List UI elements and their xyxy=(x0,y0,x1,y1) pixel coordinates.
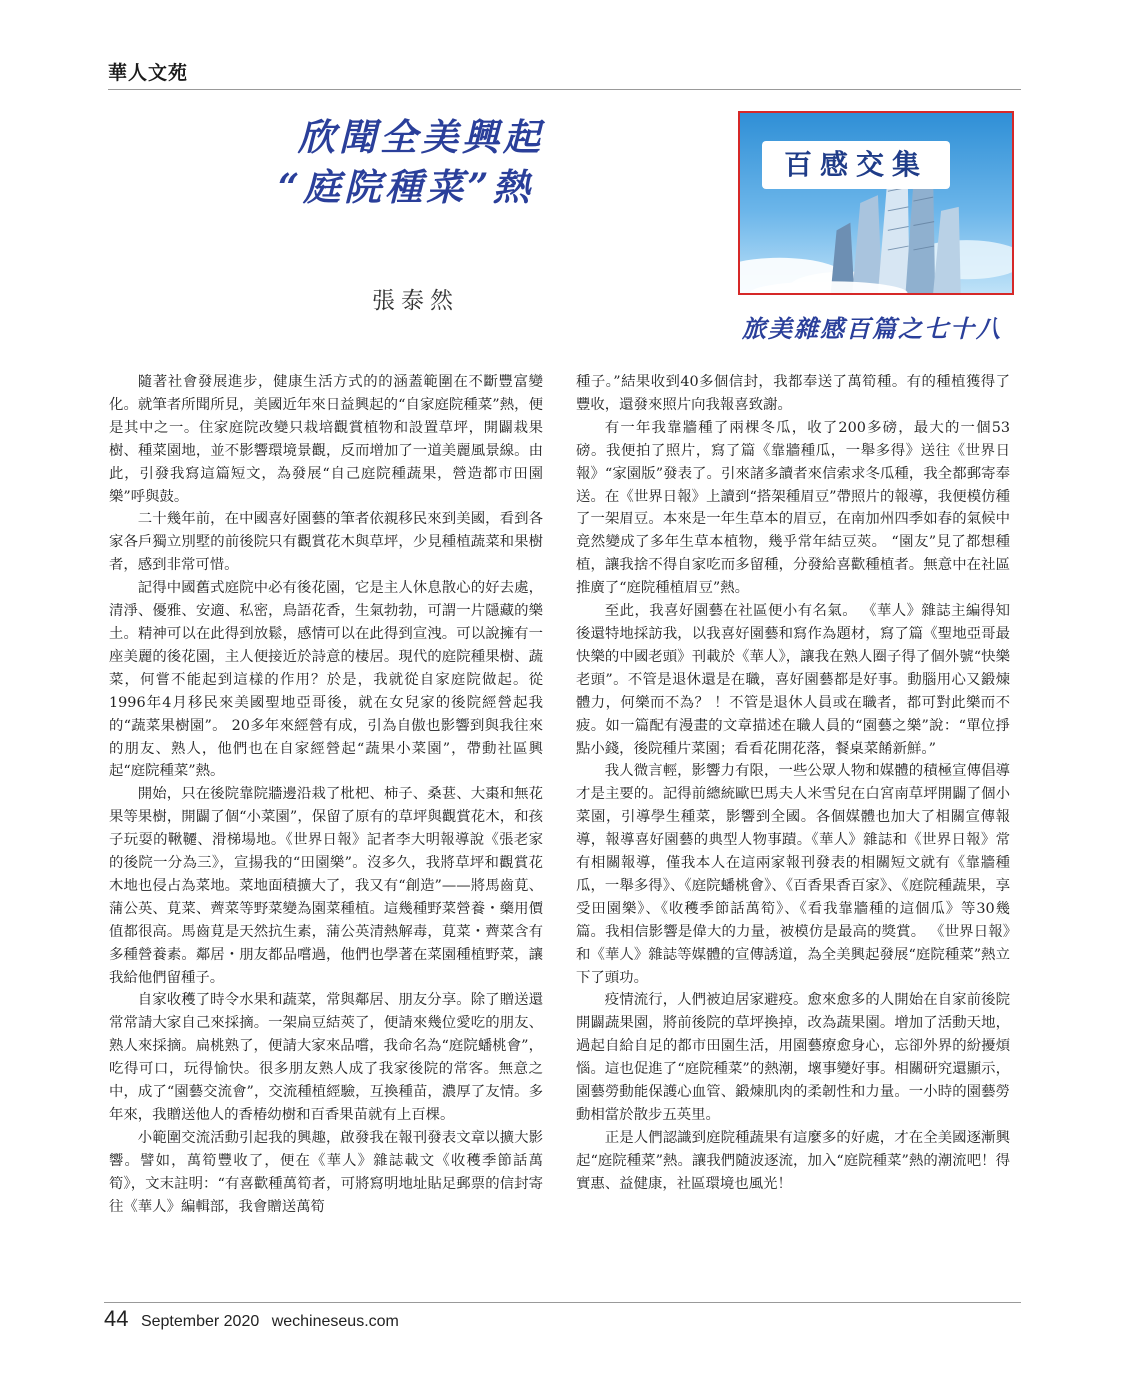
author-name: 張泰然 xyxy=(372,288,459,314)
header-divider xyxy=(108,89,1021,90)
article-column-right xyxy=(576,371,1010,1196)
paragraph: 至此，我喜好園藝在社區便小有名氣。 《華人》雜誌主編得知後還特地採訪我，以我喜好園藝和寫作為題材，寫了篇《聖地亞哥最快樂的中國老頭》刊載於《華人》，讓我在熟人圈子得了個外號“快樂老頭”。不管是退休還是在職，喜好園藝都是好事。動腦用心又鍛煉體力，何樂而不為？ ！不管是退休人員或在職者，都可對此樂而不疲。如一篇配有漫畫的文章描述在職人員的“園藝之樂”說：“單位掙點小錢，後院種片菜園；看看花開花落，餐桌菜餚新鮮。” xyxy=(576,603,1010,757)
issue-date: September 2020 xyxy=(140,1313,260,1330)
website: wechineseus.com xyxy=(271,1313,399,1330)
section-header: 華人文苑 xyxy=(108,62,189,84)
article-column-left xyxy=(109,371,543,1219)
paragraph-continued: 種子。”結果收到40多個信封，我都奉送了萬筍種。有的種植獲得了豐收，還發來照片向我報喜致謝。 xyxy=(576,374,1010,413)
article-title xyxy=(278,112,578,212)
paragraph: 隨著社會發展進步，健康生活方式的的涵蓋範圍在不斷豐富變化。就筆者所聞所見，美國近年來日益興起的“自家庭院種菜”熱，便是其中之一。住家庭院改變只栽培觀賞植物和設置草坪，開闢栽果樹、種菜園地，並不影響環境景觀，反而增加了一道美麗風景線。由此，引發我寫這篇短文，為發展“自己庭院種蔬果，營造都市田園樂”呼與鼓。 xyxy=(109,374,543,505)
column-banner-image xyxy=(738,111,1014,295)
paragraph: 小範圍交流活動引起我的興趣，啟發我在報刊發表文章以擴大影響。譬如，萬筍豐收了，便在《華人》雜誌載文《收穫季節話萬筍》，文末註明：“有喜歡種萬筍者，可將寫明地址貼足郵票的信封寄往《華人》編輯部，我會贈送萬筍 xyxy=(109,1129,543,1215)
paragraph: 有一年我靠牆種了兩棵冬瓜，收了200多磅，最大的一個53磅。我便拍了照片，寫了篇《靠牆種瓜，一舉多得》送往《世界日報》“家園版”發表了。引來諸多讀者來信索求冬瓜種，我全都郵寄奉送。在《世界日報》上讀到“搭架種眉豆”帶照片的報導，我便模仿種了一架眉豆。本來是一年生草本的眉豆，在南加州四季如春的氣候中竟然變成了多年生草本植物，幾乎常年結豆莢。 “園友”見了都想種植，讓我捨不得自家吃而多留種，分發給喜歡種植者。無意中在社區推廣了“庭院種植眉豆”熱。 xyxy=(576,419,1010,597)
paragraph: 自家收穫了時令水果和蔬菜，常與鄰居、朋友分享。除了贈送還常常請大家自己來採摘。一架扁豆結莢了，便請來幾位愛吃的朋友、熟人來採摘。扁桃熟了，便請大家來品嚐，我命名為“庭院蟠桃會”，吃得可口，玩得愉快。很多朋友熟人成了我家後院的常客。無意之中，成了“園藝交流會”，交流種植經驗，互換種苗，濃厚了友情。多年來，我贈送他人的香椿幼樹和百香果苗就有上百棵。 xyxy=(109,992,543,1123)
paragraph: 二十幾年前，在中國喜好園藝的筆者依親移民來到美國，看到各家各戶獨立別墅的前後院只有觀賞花木與草坪，少見種植蔬菜和果樹者，感到非常可惜。 xyxy=(109,511,543,574)
banner-title: 百感交集 xyxy=(762,141,950,189)
paragraph: 疫情流行，人們被迫居家避疫。愈來愈多的人開始在自家前後院開闢蔬果園，將前後院的草坪換掉，改為蔬果園。增加了活動天地，過起自給自足的都市田園生活，用園藝療愈身心，忘卻外界的紛擾煩惱。這也促進了“庭院種菜”的熱潮，壞事變好事。相關研究還顯示，園藝勞動能保護心血管、鍛煉肌肉的柔韌性和力量。一小時的園藝勞動相當於散步五英里。 xyxy=(576,992,1010,1123)
skyscraper-illustration xyxy=(740,113,1012,293)
title-line-2: “庭院種菜”熱 xyxy=(278,165,534,209)
page-footer xyxy=(104,1306,407,1332)
paragraph: 記得中國舊式庭院中必有後花園，它是主人休息散心的好去處，清淨、優雅、安適、私密，鳥語花香，生氣勃勃，可謂一片隱藏的樂土。精神可以在此得到放鬆，感情可以在此得到宣洩。可以說擁有一座美麗的後花園，主人便接近於詩意的棲居。現代的庭院種果樹、蔬菜，何嘗不能起到這樣的作用？於是，我就從自家庭院做起。從1996年4月移民來美國聖地亞哥後，就在女兒家的後院經營起我的“蔬菜果樹園”。 20多年來經營有成，引為自傲也影響到與我往來的朋友、熟人，他們也在自家經營起“蔬果小菜園”，帶動社區興起“庭院種菜”熱。 xyxy=(109,580,543,780)
series-label: 旅美雜感百篇之七十八 xyxy=(742,314,1002,343)
paragraph: 我人微言輕，影響力有限，一些公眾人物和媒體的積極宣傳倡導才是主要的。記得前總統歐巴馬夫人米雪兒在白宮南草坪開闢了個小菜園，引導學生種菜，影響到全國。各個媒體也加大了相關宣傳報導，報導喜好園藝的典型人物事蹟。《華人》雜誌和《世界日報》常有相關報導，僅我本人在這兩家報刊發表的相關短文就有《靠牆種瓜，一舉多得》、《庭院蟠桃會》、《百香果香百家》、《庭院種蔬果，享受田園樂》、《收穫季節話萬筍》、《看我靠牆種的這個瓜》等30幾篇。我相信影響是偉大的力量，被模仿是最高的獎賞。 《世界日報》和《華人》雜誌等媒體的宣傳誘道，為全美興起發展“庭院種菜”熱立下了頭功。 xyxy=(576,763,1010,986)
paragraph: 正是人們認識到庭院種蔬果有這麼多的好處，才在全美國逐漸興起“庭院種菜”熱。讓我們隨波逐流，加入“庭院種菜”熱的潮流吧！得實惠、益健康，社區環境也風光！ xyxy=(576,1129,1010,1192)
paragraph: 開始，只在後院靠院牆邊沿栽了枇杷、柿子、桑葚、大棗和無花果等果樹，開闢了個“小菜園”，保留了原有的草坪與觀賞花木，和孩子玩耍的鞦韆、滑梯場地。《世界日報》記者李大明報導說《張老家的後院一分為三》，宣揚我的“田園樂”。沒多久，我將草坪和觀賞花木地也侵占為菜地。菜地面積擴大了，我又有“創造”——將馬齒莧、蒲公英、莧菜、薺菜等野菜變為園菜種植。這幾種野菜營養・藥用價值都很高。馬齒莧是天然抗生素，蒲公英清熱解毒，莧菜・薺菜含有多種營養素。鄰居・朋友都品嚐過，他們也學著在菜園種植野菜，讓我給他們留種子。 xyxy=(109,786,543,986)
title-line-1: 欣聞全美興起 xyxy=(298,115,544,159)
footer-divider xyxy=(104,1302,1021,1303)
page-number: 44 xyxy=(104,1306,129,1331)
